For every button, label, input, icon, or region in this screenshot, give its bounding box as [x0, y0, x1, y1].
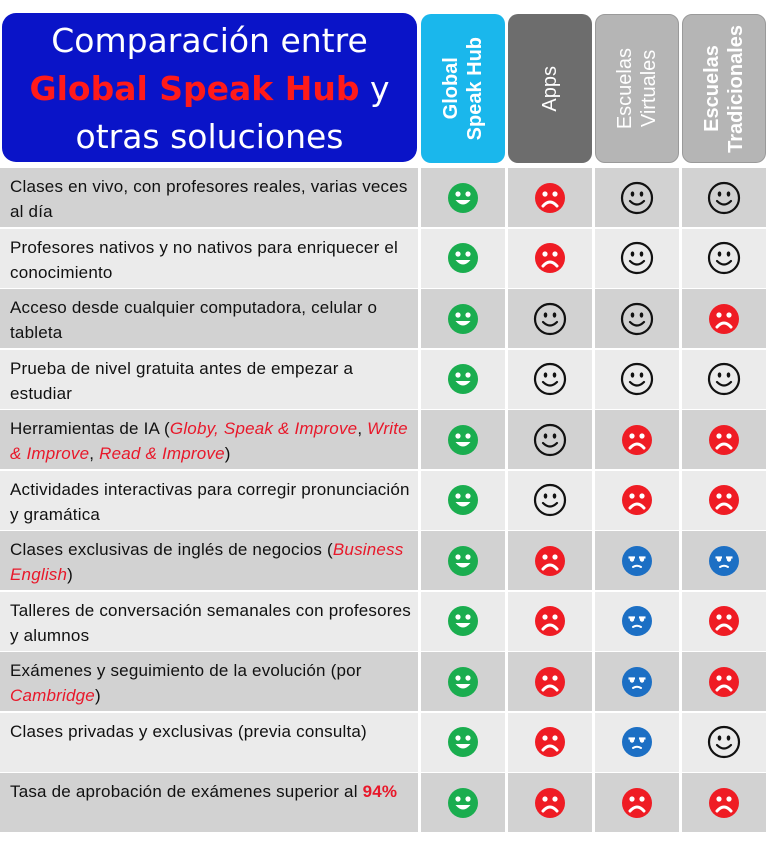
feature-label-part: Profesores nativos y no nativos para enriquecer el conocimiento [10, 237, 398, 282]
feature-label-part: Herramientas de IA ( [10, 419, 170, 438]
rating-cell [682, 229, 766, 288]
feature-label-part: , [89, 444, 100, 463]
rating-cell [508, 229, 592, 288]
feature-label-part: Tasa de aprobación de exámenes superior al [10, 782, 363, 801]
table-row [0, 471, 768, 531]
rating-cell [682, 713, 766, 772]
column-header-label: Escuelas Tradicionales [701, 24, 747, 153]
feature-label-part: Write & Improve [10, 419, 408, 463]
feature-label-part: Business English [10, 540, 404, 584]
column-header-label: Escuelas Virtuales [614, 47, 660, 130]
table-row [0, 773, 768, 833]
column-header-escuelas-virtuales [595, 14, 679, 163]
rating-cell [595, 592, 679, 651]
feature-label-part: Actividades interactivas para corregir pronunciación y gramática [10, 479, 410, 524]
table-row [0, 652, 768, 712]
feature-label [0, 168, 418, 227]
rating-cell [595, 531, 679, 590]
table-row [0, 168, 768, 228]
feature-label-part: 94% [362, 782, 398, 801]
rating-cell [595, 471, 679, 530]
table-row [0, 713, 768, 773]
rating-cell [595, 168, 679, 227]
rating-cell [595, 289, 679, 348]
feature-label [0, 773, 418, 832]
feature-label-part: Globy, Speak & Improve [169, 419, 358, 438]
feature-label [0, 410, 418, 469]
comparison-title [2, 13, 417, 162]
rating-cell [421, 471, 505, 530]
rating-cell [508, 289, 592, 348]
rating-cell [682, 773, 766, 832]
feature-label-part: Talleres de conversación semanales con profesores y alumnos [10, 600, 412, 645]
column-header-global-speak-hub [421, 14, 505, 163]
rating-cell [421, 289, 505, 348]
rating-cell [595, 410, 679, 469]
title-line-2 [2, 65, 417, 113]
feature-label [0, 471, 418, 530]
rating-cell [508, 410, 592, 469]
column-header-label: Global Speak Hub [440, 36, 486, 141]
rating-cell [595, 652, 679, 711]
feature-label [0, 531, 418, 590]
rating-cell [682, 592, 766, 651]
rating-cell [508, 592, 592, 651]
rating-cell [682, 168, 766, 227]
rating-cell [421, 773, 505, 832]
column-header-escuelas-tradicionales [682, 14, 766, 163]
table-row [0, 289, 768, 349]
feature-label-part: ) [94, 686, 101, 705]
rating-cell [508, 168, 592, 227]
title-line-1: Comparación entre [51, 21, 368, 60]
table-row [0, 531, 768, 591]
rating-cell [682, 289, 766, 348]
rating-cell [421, 229, 505, 288]
table-row [0, 410, 768, 470]
rating-cell [595, 713, 679, 772]
rating-cell [508, 773, 592, 832]
feature-label [0, 592, 418, 651]
title-line-3: otras soluciones [75, 117, 344, 156]
rating-cell [421, 410, 505, 469]
rating-cell [595, 773, 679, 832]
feature-label-part: Acceso desde cualquier computadora, celular o tableta [10, 298, 378, 342]
rating-cell [421, 713, 505, 772]
rating-cell [682, 410, 766, 469]
rating-cell [682, 471, 766, 530]
rating-cell [508, 471, 592, 530]
rating-cell [508, 531, 592, 590]
feature-label [0, 229, 418, 288]
rating-cell [595, 229, 679, 288]
rating-cell [508, 652, 592, 711]
table-row [0, 592, 768, 652]
feature-label-part: ) [224, 444, 231, 463]
feature-label [0, 289, 418, 348]
feature-label-part: Read & Improve [99, 444, 225, 463]
rating-cell [682, 652, 766, 711]
feature-label-part: Clases en vivo, con profesores reales, varias veces al día [10, 177, 408, 221]
feature-label-part: Clases exclusivas de inglés de negocios ( [10, 540, 333, 559]
rating-cell [421, 168, 505, 227]
title-line-2-suffix: y [359, 69, 390, 108]
feature-label-part: ) [67, 565, 74, 584]
feature-label-part: Prueba de nivel gratuita antes de empezar a estudiar [10, 358, 354, 403]
rating-cell [508, 350, 592, 409]
column-header-apps [508, 14, 592, 163]
feature-label [0, 713, 418, 772]
feature-label [0, 350, 418, 409]
column-header-label: Apps [539, 65, 561, 112]
rating-cell [421, 531, 505, 590]
rating-cell [421, 350, 505, 409]
feature-label-part: , [357, 419, 368, 438]
brand-name: Global Speak Hub [29, 69, 360, 108]
rating-cell [508, 713, 592, 772]
table-row [0, 350, 768, 410]
rating-cell [421, 592, 505, 651]
feature-label-part: Cambridge [10, 686, 95, 705]
rating-cell [595, 350, 679, 409]
feature-label-part: Clases privadas y exclusivas (previa consulta) [10, 721, 367, 741]
rating-cell [682, 350, 766, 409]
feature-label [0, 652, 418, 711]
table-row [0, 229, 768, 289]
feature-label-part: Exámenes y seguimiento de la evolución (por [10, 661, 362, 680]
rating-cell [682, 531, 766, 590]
rating-cell [421, 652, 505, 711]
